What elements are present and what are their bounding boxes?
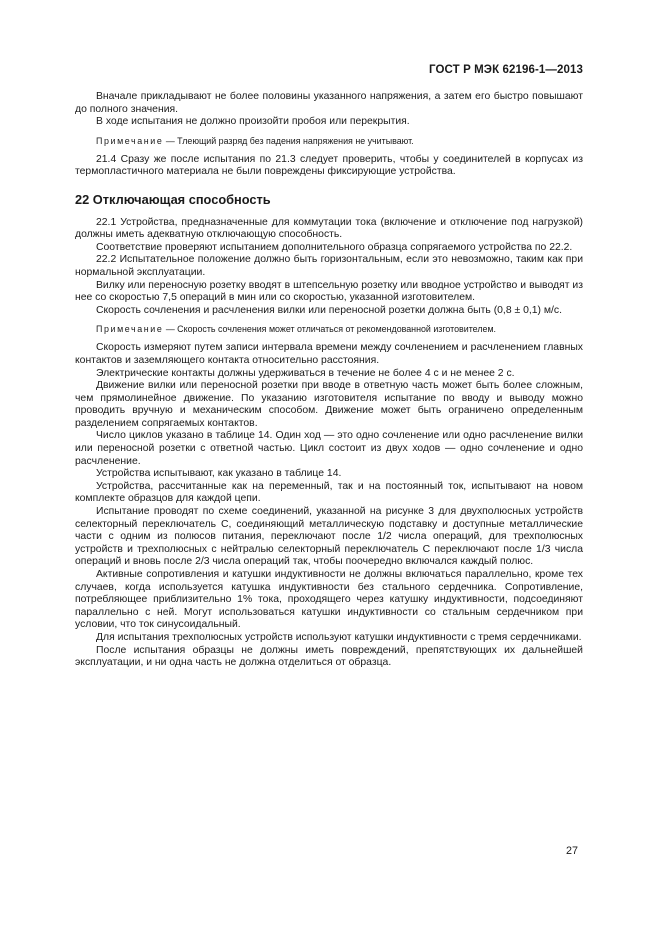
section-heading: 22 Отключающая способность bbox=[75, 191, 271, 207]
note-label: Примечание bbox=[96, 324, 164, 335]
paragraph: Для испытания трехполюсных устройств используют катушки индуктивности с тремя сердечниками. bbox=[96, 631, 582, 643]
paragraph: Число циклов указано в таблице 14. Один ход — это одно сочленение или одно расчленение вилки или переносной розетки с ответной частью. Цикл состоит из двух ходов — одно сочленение и одно расчленение. bbox=[75, 430, 583, 467]
paragraph: Вилку или переносную розетку вводят в штепсельную розетку или вводное устройство и выводят из нее со скоростью 7,5 операций в мин или со скоростью, указанной изготовителем. bbox=[75, 279, 583, 304]
paragraph: Устройства, рассчитанные как на переменный, так и на постоянный ток, испытывают на новом комплекте образцов для каждой цепи. bbox=[75, 480, 583, 505]
note bbox=[75, 136, 583, 147]
paragraph: После испытания образцы не должны иметь повреждений, препятствующих их дальнейшей эксплуатации, и ни одна часть не должна отделиться от образца. bbox=[75, 644, 583, 669]
note-label: Примечание bbox=[96, 135, 164, 146]
paragraph: Движение вилки или переносной розетки при вводе в ответную часть может быть более сложным, чем прямолинейное движение. По указанию изготовителя испытание по вводу и выводу можно проводить вручную и механическим способом. Движение может быть ограничено определенным разделением сопрягаемых контактов. bbox=[75, 380, 583, 429]
paragraph: Активные сопротивления и катушки индуктивности не должны включаться параллельно, кроме тех случаев, когда используется катушка индуктивности без стального сердечника. Сопротивление, потребляющее приблизительно 1% тока, проходящего через катушку индуктивности, подсоединяют параллельно с ней. Могут использоваться катушки индуктивности со стальным сердечником при условии, что ток синусоидальный. bbox=[75, 569, 583, 631]
paragraph: 22.1 Устройства, предназначенные для коммутации тока (включение и отключение под нагрузкой) должны иметь адекватную отключающую способность. bbox=[75, 216, 583, 241]
paragraph: Скорость сочленения и расчленения вилки или переносной розетки должна быть (0,8 ± 0,1) м/с. bbox=[96, 304, 562, 316]
paragraph: Вначале прикладывают не более половины указанного напряжения, а затем его быстро повышают до полного значения. bbox=[75, 91, 583, 115]
paragraph: 21.4 Сразу же после испытания по 21.3 следует проверить, чтобы у соединителей в корпусах из термопластичного материала не были повреждены фиксирующие устройства. bbox=[75, 153, 583, 178]
document-header: ГОСТ Р МЭК 62196-1—2013 bbox=[429, 64, 583, 76]
page-number: 27 bbox=[565, 845, 578, 857]
paragraph: Испытание проводят по схеме соединений, указанной на рисунке 3 для двухполюсных устройств селекторный переключатель С, соединяющий металлическую подставку и доступные металлические части с одним из полюсов питания, переключают после 1/2 числа операций, для трехполюсных устройств и трехполюсных с нейтралью селекторный переключатель С переключают после 1/3 числа операций и вновь после 2/3 числа операций так, чтобы поочередно включался каждый полюс. bbox=[75, 506, 583, 568]
note-text: — Скорость сочленения может отличаться от рекомендованной изготовителем. bbox=[163, 324, 497, 335]
note-text: — Тлеющий разряд без падения напряжения не учитывают. bbox=[163, 135, 414, 146]
document-body bbox=[75, 91, 583, 670]
paragraph: 22.2 Испытательное положение должно быть горизонтальным, если это невозможно, таким как при нормальной эксплуатации. bbox=[75, 254, 583, 278]
paragraph: Соответствие проверяют испытанием дополнительного образца сопрягаемого устройства по 22.2. bbox=[96, 241, 573, 253]
paragraph: Устройства испытывают, как указано в таблице 14. bbox=[96, 468, 342, 480]
note bbox=[75, 324, 583, 335]
paragraph: Электрические контакты должны удерживаться в течение не более 4 с и не менее 2 с. bbox=[96, 367, 515, 379]
paragraph: Скорость измеряют путем записи интервала времени между сочленением и расчленением главных контактов и заземляющего контакта относительно расстояния. bbox=[75, 342, 583, 366]
paragraph: В ходе испытания не должно произойти пробоя или перекрытия. bbox=[96, 116, 410, 128]
